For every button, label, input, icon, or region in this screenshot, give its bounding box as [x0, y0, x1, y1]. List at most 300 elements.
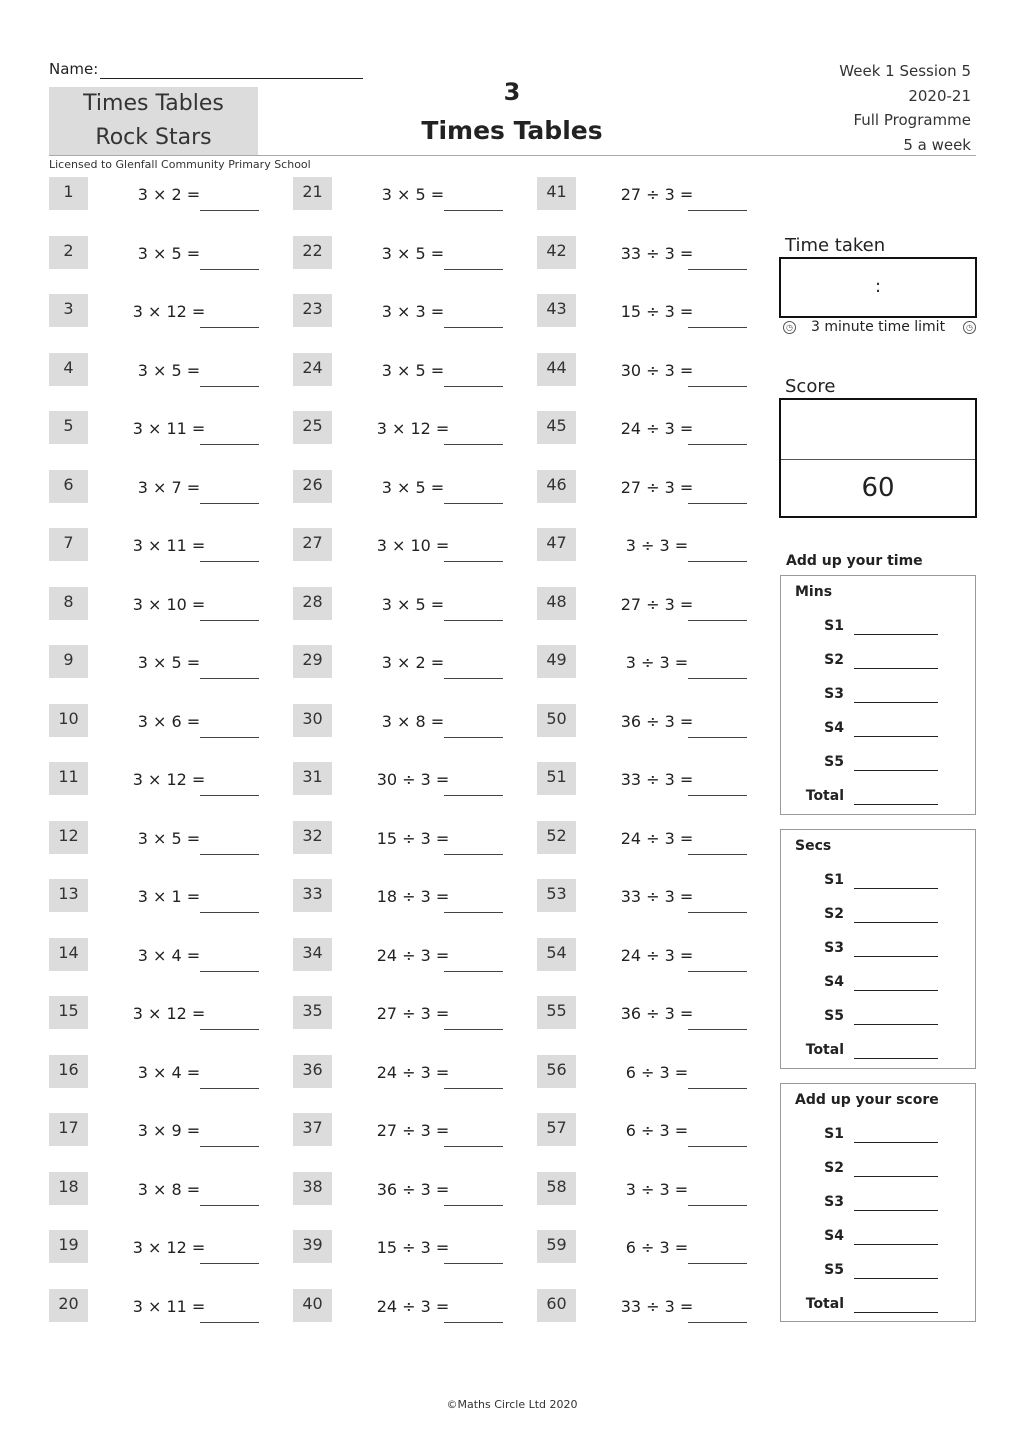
question-29: [293, 645, 508, 685]
question-45: [537, 411, 752, 451]
mins-panel: [780, 575, 976, 815]
question-expression: 3 × 6 =: [137, 711, 201, 731]
answer-line[interactable]: [444, 1146, 503, 1147]
question-number: 43: [537, 294, 576, 327]
question-expression: 30 ÷ 3 =: [620, 360, 694, 380]
secs-title: Secs: [795, 838, 832, 854]
question-number: 29: [293, 645, 332, 678]
add-up-time-title: Add up your time: [786, 553, 923, 569]
question-55: [537, 996, 752, 1036]
answer-line[interactable]: [444, 620, 503, 621]
answer-line[interactable]: [200, 971, 259, 972]
sum-row-label: S2: [824, 906, 844, 922]
sum-row: [781, 1228, 975, 1248]
sum-row-label: Total: [805, 788, 844, 804]
answer-line[interactable]: [200, 210, 259, 211]
sum-answer-line[interactable]: [854, 956, 938, 957]
question-1: [49, 177, 264, 217]
question-31: [293, 762, 508, 802]
answer-line[interactable]: [444, 737, 503, 738]
answer-line[interactable]: [688, 1322, 747, 1323]
question-number: 54: [537, 938, 576, 971]
brand-line-1: Times Tables: [83, 91, 224, 116]
answer-line[interactable]: [200, 678, 259, 679]
question-number: 12: [49, 821, 88, 854]
answer-line[interactable]: [444, 269, 503, 270]
answer-line[interactable]: [444, 1205, 503, 1206]
answer-line[interactable]: [444, 561, 503, 562]
question-number: 26: [293, 470, 332, 503]
sum-answer-line[interactable]: [854, 1244, 938, 1245]
sum-row: [781, 1042, 975, 1062]
stopwatch-icon: ◷: [783, 321, 796, 334]
question-expression: 3 × 10 =: [376, 536, 450, 555]
answer-line[interactable]: [444, 386, 503, 387]
question-number: 31: [293, 762, 332, 795]
question-expression: 3 × 12 =: [132, 770, 206, 789]
sum-row-label: S1: [824, 872, 844, 888]
sum-row: [781, 974, 975, 994]
question-number: 28: [293, 587, 332, 620]
question-expression: 3 × 5 =: [381, 594, 445, 614]
sum-row: [781, 618, 975, 638]
answer-line[interactable]: [688, 1146, 747, 1147]
question-expression: 36 ÷ 3 =: [376, 1179, 450, 1199]
sum-row-label: S4: [824, 974, 844, 990]
question-49: [537, 645, 752, 685]
question-expression: 27 ÷ 3 =: [376, 1121, 450, 1140]
question-expression: 3 × 10 =: [132, 594, 206, 614]
sum-answer-line[interactable]: [854, 702, 938, 703]
question-54: [537, 938, 752, 978]
question-24: [293, 353, 508, 393]
sum-answer-line[interactable]: [854, 1312, 938, 1313]
question-number: 6: [49, 470, 88, 503]
question-40: [293, 1289, 508, 1329]
question-50: [537, 704, 752, 744]
question-number: 57: [537, 1113, 576, 1146]
question-number: 14: [49, 938, 88, 971]
question-expression: 3 ÷ 3 =: [625, 1179, 689, 1199]
answer-line[interactable]: [200, 1029, 259, 1030]
sum-row-label: Total: [805, 1042, 844, 1058]
question-57: [537, 1113, 752, 1153]
question-number: 58: [537, 1172, 576, 1205]
question-expression: 3 × 4 =: [137, 945, 201, 965]
answer-line[interactable]: [200, 854, 259, 855]
brand-line-2: Rock Stars: [95, 125, 212, 150]
sum-row: [781, 1194, 975, 1214]
question-expression: 3 ÷ 3 =: [625, 536, 689, 555]
add-up-score-title: Add up your score: [795, 1092, 939, 1108]
answer-line[interactable]: [200, 1088, 259, 1089]
question-48: [537, 587, 752, 627]
question-7: [49, 528, 264, 568]
question-number: 38: [293, 1172, 332, 1205]
answer-line[interactable]: [200, 503, 259, 504]
sum-row-label: S2: [824, 1160, 844, 1176]
question-number: 16: [49, 1055, 88, 1088]
sum-row: [781, 652, 975, 672]
question-expression: 24 ÷ 3 =: [376, 1062, 450, 1082]
question-number: 37: [293, 1113, 332, 1146]
question-number: 7: [49, 528, 88, 561]
sum-answer-line[interactable]: [854, 990, 938, 991]
sum-row: [781, 1160, 975, 1180]
answer-line[interactable]: [200, 1322, 259, 1323]
question-expression: 33 ÷ 3 =: [620, 1296, 694, 1316]
question-26: [293, 470, 508, 510]
answer-line[interactable]: [688, 1205, 747, 1206]
sum-answer-line[interactable]: [854, 804, 938, 805]
question-expression: 3 × 5 =: [137, 243, 201, 263]
question-expression: 33 ÷ 3 =: [620, 243, 694, 263]
meta-year: 2020-21: [908, 86, 971, 105]
answer-line[interactable]: [688, 327, 747, 328]
answer-line[interactable]: [688, 620, 747, 621]
footer-copyright: ©Maths Circle Ltd 2020: [446, 1398, 578, 1411]
question-37: [293, 1113, 508, 1153]
question-18: [49, 1172, 264, 1212]
sum-row: [781, 940, 975, 960]
name-line[interactable]: [100, 78, 363, 79]
question-number: 53: [537, 879, 576, 912]
question-number: 24: [293, 353, 332, 386]
question-number: 20: [49, 1289, 88, 1322]
sum-answer-line[interactable]: [854, 668, 938, 669]
question-17: [49, 1113, 264, 1153]
answer-line[interactable]: [688, 795, 747, 796]
question-number: 46: [537, 470, 576, 503]
question-number: 11: [49, 762, 88, 795]
question-number: 34: [293, 938, 332, 971]
question-number: 45: [537, 411, 576, 444]
question-expression: 33 ÷ 3 =: [620, 770, 694, 789]
question-number: 3: [49, 294, 88, 327]
question-47: [537, 528, 752, 568]
question-number: 50: [537, 704, 576, 737]
licence-text: Licensed to Glenfall Community Primary School: [49, 158, 311, 171]
score-label: Score: [785, 376, 836, 397]
question-number: 44: [537, 353, 576, 386]
answer-line[interactable]: [200, 386, 259, 387]
time-taken-label: Time taken: [785, 235, 886, 256]
sum-answer-line[interactable]: [854, 922, 938, 923]
brand-logo: [49, 87, 258, 155]
answer-line[interactable]: [444, 1322, 503, 1323]
answer-line[interactable]: [200, 444, 259, 445]
question-22: [293, 236, 508, 276]
question-3: [49, 294, 264, 334]
answer-line[interactable]: [444, 327, 503, 328]
sum-row-label: S1: [824, 618, 844, 634]
header-divider: [49, 155, 976, 156]
answer-line[interactable]: [688, 971, 747, 972]
question-number: 36: [293, 1055, 332, 1088]
answer-line[interactable]: [200, 1263, 259, 1264]
answer-line[interactable]: [688, 854, 747, 855]
answer-line[interactable]: [688, 269, 747, 270]
sum-row-label: S1: [824, 1126, 844, 1142]
question-expression: 27 ÷ 3 =: [620, 594, 694, 614]
question-number: 17: [49, 1113, 88, 1146]
question-expression: 3 × 5 =: [381, 360, 445, 380]
question-expression: 6 ÷ 3 =: [625, 1121, 689, 1140]
question-number: 22: [293, 236, 332, 269]
page-title: Times Tables: [421, 116, 603, 145]
question-expression: 24 ÷ 3 =: [376, 1296, 450, 1316]
question-expression: 24 ÷ 3 =: [620, 419, 694, 438]
question-number: 41: [537, 177, 576, 210]
question-11: [49, 762, 264, 802]
question-38: [293, 1172, 508, 1212]
question-15: [49, 996, 264, 1036]
answer-line[interactable]: [444, 971, 503, 972]
question-6: [49, 470, 264, 510]
question-number: 35: [293, 996, 332, 1029]
answer-line[interactable]: [200, 912, 259, 913]
sum-answer-line[interactable]: [854, 770, 938, 771]
sum-row-label: S5: [824, 1262, 844, 1278]
answer-line[interactable]: [444, 795, 503, 796]
question-expression: 36 ÷ 3 =: [620, 1004, 694, 1023]
answer-line[interactable]: [200, 327, 259, 328]
answer-line[interactable]: [688, 737, 747, 738]
sum-answer-line[interactable]: [854, 1142, 938, 1143]
sum-row-label: S5: [824, 1008, 844, 1024]
question-number: 18: [49, 1172, 88, 1205]
question-number: 23: [293, 294, 332, 327]
question-58: [537, 1172, 752, 1212]
sum-row: [781, 1262, 975, 1282]
question-number: 52: [537, 821, 576, 854]
mins-title: Mins: [795, 584, 833, 600]
question-expression: 15 ÷ 3 =: [376, 1238, 450, 1257]
sum-row: [781, 1296, 975, 1316]
sum-row-label: S4: [824, 720, 844, 736]
question-16: [49, 1055, 264, 1095]
sum-row-label: S3: [824, 1194, 844, 1210]
session-meta: [839, 59, 971, 157]
question-53: [537, 879, 752, 919]
question-46: [537, 470, 752, 510]
answer-line[interactable]: [444, 1088, 503, 1089]
question-10: [49, 704, 264, 744]
question-expression: 3 × 5 =: [381, 477, 445, 497]
question-number: 30: [293, 704, 332, 737]
question-number: 49: [537, 645, 576, 678]
question-9: [49, 645, 264, 685]
question-5: [49, 411, 264, 451]
question-expression: 3 × 11 =: [132, 536, 206, 555]
question-33: [293, 879, 508, 919]
question-number: 13: [49, 879, 88, 912]
question-expression: 27 ÷ 3 =: [376, 1004, 450, 1023]
answer-line[interactable]: [444, 854, 503, 855]
question-expression: 3 × 1 =: [137, 887, 201, 906]
question-expression: 3 × 5 =: [381, 185, 445, 204]
time-taken-box[interactable]: :: [779, 257, 977, 318]
question-expression: 36 ÷ 3 =: [620, 711, 694, 731]
score-divider: [781, 459, 975, 460]
question-number: 47: [537, 528, 576, 561]
sum-answer-line[interactable]: [854, 634, 938, 635]
question-expression: 24 ÷ 3 =: [376, 945, 450, 965]
question-expression: 3 × 3 =: [381, 302, 445, 321]
question-30: [293, 704, 508, 744]
question-2: [49, 236, 264, 276]
question-number: 15: [49, 996, 88, 1029]
sum-row: [781, 788, 975, 808]
question-expression: 3 ÷ 3 =: [625, 653, 689, 672]
question-32: [293, 821, 508, 861]
question-number: 2: [49, 236, 88, 269]
answer-line[interactable]: [200, 737, 259, 738]
sum-row: [781, 1126, 975, 1146]
answer-line[interactable]: [444, 503, 503, 504]
sum-row: [781, 754, 975, 774]
question-expression: 3 × 9 =: [137, 1121, 201, 1140]
sum-row-label: S2: [824, 652, 844, 668]
answer-line[interactable]: [688, 210, 747, 211]
question-expression: 3 × 5 =: [381, 243, 445, 263]
time-limit-text: 3 minute time limit: [811, 319, 946, 335]
question-number: 33: [293, 879, 332, 912]
question-expression: 3 × 2 =: [137, 185, 201, 204]
secs-panel: [780, 829, 976, 1069]
question-expression: 18 ÷ 3 =: [376, 887, 450, 906]
answer-line[interactable]: [688, 1088, 747, 1089]
question-number: 9: [49, 645, 88, 678]
answer-line[interactable]: [444, 678, 503, 679]
question-expression: 3 × 12 =: [132, 1238, 206, 1257]
question-number: 51: [537, 762, 576, 795]
question-number: 48: [537, 587, 576, 620]
answer-line[interactable]: [688, 1029, 747, 1030]
score-total: 60: [861, 473, 895, 503]
answer-line[interactable]: [200, 795, 259, 796]
question-19: [49, 1230, 264, 1270]
sum-answer-line[interactable]: [854, 736, 938, 737]
answer-line[interactable]: [688, 561, 747, 562]
answer-line[interactable]: [688, 912, 747, 913]
answer-line[interactable]: [444, 912, 503, 913]
question-39: [293, 1230, 508, 1270]
answer-line[interactable]: [200, 620, 259, 621]
answer-line[interactable]: [688, 678, 747, 679]
answer-line[interactable]: [444, 210, 503, 211]
question-number: 60: [537, 1289, 576, 1322]
question-expression: 15 ÷ 3 =: [376, 828, 450, 848]
question-expression: 3 × 11 =: [132, 419, 206, 438]
answer-line[interactable]: [444, 1029, 503, 1030]
answer-line[interactable]: [688, 386, 747, 387]
answer-line[interactable]: [444, 1263, 503, 1264]
answer-line[interactable]: [444, 444, 503, 445]
question-number: 19: [49, 1230, 88, 1263]
sum-row-label: S5: [824, 754, 844, 770]
question-36: [293, 1055, 508, 1095]
question-expression: 3 × 7 =: [137, 477, 201, 497]
sum-answer-line[interactable]: [854, 1176, 938, 1177]
question-number: 10: [49, 704, 88, 737]
sum-answer-line[interactable]: [854, 1278, 938, 1279]
answer-line[interactable]: [200, 1205, 259, 1206]
answer-line[interactable]: [688, 1263, 747, 1264]
question-expression: 30 ÷ 3 =: [376, 770, 450, 789]
question-number: 21: [293, 177, 332, 210]
question-20: [49, 1289, 264, 1329]
answer-line[interactable]: [688, 503, 747, 504]
question-8: [49, 587, 264, 627]
sum-answer-line[interactable]: [854, 1024, 938, 1025]
sum-answer-line[interactable]: [854, 888, 938, 889]
name-label: Name:: [49, 60, 99, 78]
question-25: [293, 411, 508, 451]
answer-line[interactable]: [200, 269, 259, 270]
question-expression: 15 ÷ 3 =: [620, 302, 694, 321]
meta-frequency: 5 a week: [903, 135, 971, 154]
question-expression: 33 ÷ 3 =: [620, 887, 694, 906]
sum-row-label: S3: [824, 940, 844, 956]
question-number: 42: [537, 236, 576, 269]
score-box[interactable]: [779, 398, 977, 518]
sum-answer-line[interactable]: [854, 1058, 938, 1059]
question-60: [537, 1289, 752, 1329]
question-number: 25: [293, 411, 332, 444]
question-number: 5: [49, 411, 88, 444]
question-number: 27: [293, 528, 332, 561]
question-42: [537, 236, 752, 276]
question-expression: 3 × 2 =: [381, 653, 445, 672]
question-expression: 3 × 12 =: [132, 1004, 206, 1023]
sum-answer-line[interactable]: [854, 1210, 938, 1211]
question-expression: 27 ÷ 3 =: [620, 185, 694, 204]
question-expression: 3 × 8 =: [381, 711, 445, 731]
question-27: [293, 528, 508, 568]
question-41: [537, 177, 752, 217]
sum-row: [781, 906, 975, 926]
question-number: 4: [49, 353, 88, 386]
question-expression: 3 × 5 =: [137, 653, 201, 672]
meta-week: Week 1 Session 5: [839, 62, 971, 80]
answer-line[interactable]: [200, 1146, 259, 1147]
question-52: [537, 821, 752, 861]
question-21: [293, 177, 508, 217]
question-expression: 6 ÷ 3 =: [625, 1062, 689, 1082]
question-51: [537, 762, 752, 802]
question-expression: 3 × 11 =: [132, 1296, 206, 1316]
question-expression: 3 × 8 =: [137, 1179, 201, 1199]
question-number: 39: [293, 1230, 332, 1263]
question-expression: 6 ÷ 3 =: [625, 1238, 689, 1257]
question-44: [537, 353, 752, 393]
question-number: 1: [49, 177, 88, 210]
question-expression: 3 × 5 =: [137, 360, 201, 380]
question-number: 32: [293, 821, 332, 854]
score-sum-panel: [780, 1083, 976, 1322]
sum-row-label: S3: [824, 686, 844, 702]
question-14: [49, 938, 264, 978]
question-number: 40: [293, 1289, 332, 1322]
question-expression: 3 × 12 =: [132, 302, 206, 321]
question-23: [293, 294, 508, 334]
question-expression: 3 × 4 =: [137, 1062, 201, 1082]
question-43: [537, 294, 752, 334]
answer-line[interactable]: [200, 561, 259, 562]
answer-line[interactable]: [688, 444, 747, 445]
meta-programme: Full Programme: [853, 111, 971, 129]
